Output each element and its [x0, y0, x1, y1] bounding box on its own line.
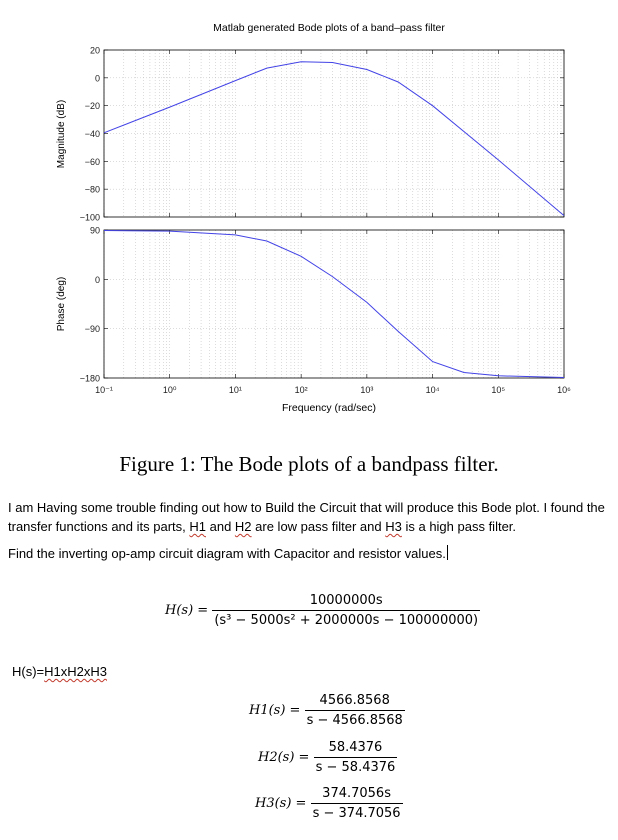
figure-title: Matlab generated Bode plots of a band–pass filter [213, 22, 445, 34]
main-transfer-function [165, 593, 480, 628]
main-denominator: (s³ − 5000s² + 2000000s − 100000000) [212, 610, 480, 628]
h2-lhs: H2(s) = [258, 750, 310, 765]
h2-fraction [314, 740, 398, 775]
phase-y-ticks [80, 226, 564, 384]
y-tick-label: −100 [79, 212, 100, 223]
magnitude-y-ticks [80, 46, 564, 223]
y-tick-label: 0 [94, 274, 100, 285]
magnitude-y-label: Magnitude (dB) [56, 99, 67, 169]
main-numerator: 10000000s [309, 593, 383, 608]
y-tick-label: −180 [79, 373, 100, 384]
h2-transfer-function [258, 740, 397, 775]
magnitude-series-line [104, 62, 564, 216]
x-tick-label: 10⁰ [162, 385, 177, 395]
text-cursor [447, 545, 448, 560]
h3-denominator: s − 374.7056 [311, 803, 403, 821]
h2-numerator: 58.4376 [328, 740, 383, 755]
y-tick-label: −20 [84, 101, 100, 112]
y-tick-label: 20 [89, 45, 100, 56]
x-tick-label: 10⁻¹ [95, 385, 113, 395]
y-tick-label: 0 [94, 73, 100, 84]
h2-denominator: s − 58.4376 [314, 757, 398, 775]
phase-grid [104, 230, 564, 378]
h3-lhs: H3(s) = [255, 796, 307, 811]
x-tick-label: 10³ [360, 385, 374, 395]
x-tick-label: 10² [294, 385, 308, 395]
h1-fraction [305, 693, 405, 728]
request-text: Find the inverting op-amp circuit diagram with Capacitor and resistor values. [8, 546, 446, 561]
y-tick-label: −90 [84, 324, 100, 335]
h1-numerator: 4566.8568 [319, 693, 390, 708]
main-fraction [212, 593, 480, 628]
h3-transfer-function [255, 786, 403, 821]
y-tick-label: −60 [84, 156, 100, 167]
h1-lhs: H1(s) = [249, 703, 301, 718]
phase-y-label: Phase (deg) [56, 276, 67, 332]
magnitude-grid [104, 50, 564, 217]
phase-axes-box [104, 230, 564, 378]
h1-transfer-function [249, 693, 405, 728]
x-tick-label: 10¹ [228, 385, 242, 395]
x-tick-label: 10⁵ [491, 385, 506, 395]
y-tick-label: 90 [89, 225, 100, 236]
y-tick-label: −40 [84, 129, 100, 139]
question-paragraph: I am Having some trouble finding out how to Build the Circuit that will produce this Bode plot. I found the transfer functions and its parts, H1 and H2 are low pass filter and H3 is a high pass filter. [8, 500, 605, 534]
x-tick-label: 10⁶ [557, 385, 571, 395]
main-lhs: H(s) = [165, 603, 209, 618]
h3-numerator: 374.7056s [322, 786, 391, 801]
h1-denominator: s − 4566.8568 [305, 710, 405, 728]
y-tick-label: −80 [84, 184, 100, 195]
phase-series-line [104, 231, 564, 378]
x-axis-label: Frequency (rad/sec) [282, 402, 376, 414]
x-tick-label: 10⁴ [425, 385, 440, 395]
figure-caption: Figure 1: The Bode plots of a bandpass filter. [119, 452, 499, 476]
product-expression: H(s)=H1xH2xH3 [12, 664, 107, 679]
h3-fraction [311, 786, 403, 821]
request-paragraph [8, 544, 614, 563]
